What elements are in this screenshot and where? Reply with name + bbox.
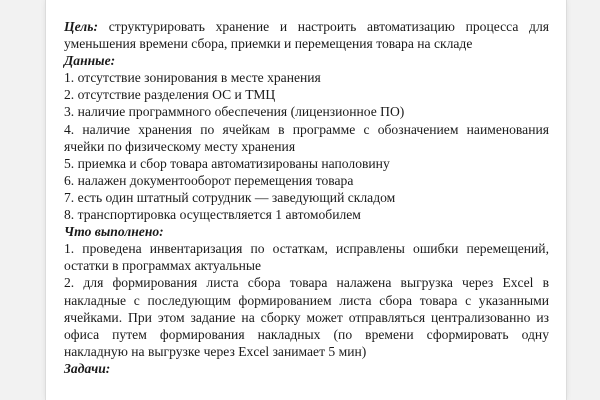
data-item-4: 4. наличие хранения по ячейкам в программе с обозначением наименования [64,121,549,137]
done-line-5: ячейками. При этом задание на сборку может отправляться централизованно из [64,309,549,325]
goal-line-1 [64,18,549,35]
done-line-7: накладную на выгрузке через Excel занимает 5 мин) [64,343,367,359]
data-item-2: 2. отсутствие разделения ОС и ТМЦ [64,87,276,103]
goal-text-1: структурировать хранение и настроить автоматизацию процесса для [108,19,549,34]
done-line-3: 2. для формирования листа сбора товара налажена выгрузка через Excel в [64,275,549,291]
data-heading: Данные: [64,53,116,69]
data-item-6: 6. налажен документооборот перемещения товара [64,172,354,188]
document-page [46,0,566,400]
data-item-3: 3. наличие программного обеспечения (лицензионное ПО) [64,104,405,120]
data-item-5: 5. приемка и сбор товара автоматизированы наполовину [64,155,390,171]
document-content [64,18,549,377]
goal-label: Цель: [64,19,98,34]
data-item-7: 7. есть один штатный сотрудник — заведующий складом [64,189,396,205]
data-item-8: 8. транспортировка осуществляется 1 автомобилем [64,207,361,223]
data-item-1: 1. отсутствие зонирования в месте хранения [64,70,321,86]
data-item-4-cont: ячейки по физическому месту хранения [64,138,296,154]
goal-line-2: уменьшения времени сбора, приемки и перемещения товара на складе [64,36,473,52]
done-line-4: накладные с последующим формированием листа сбора товара с указанными [64,292,549,308]
done-line-6: офиса путем формирования накладных (по времени сформировать одну [64,326,549,342]
done-line-2: остатки в программах актуальные [64,258,262,274]
done-heading: Что выполнено: [64,224,164,240]
done-line-1: 1. проведена инвентаризация по остаткам, исправлены ошибки перемещений, [64,241,549,257]
tasks-heading: Задачи: [64,360,111,376]
